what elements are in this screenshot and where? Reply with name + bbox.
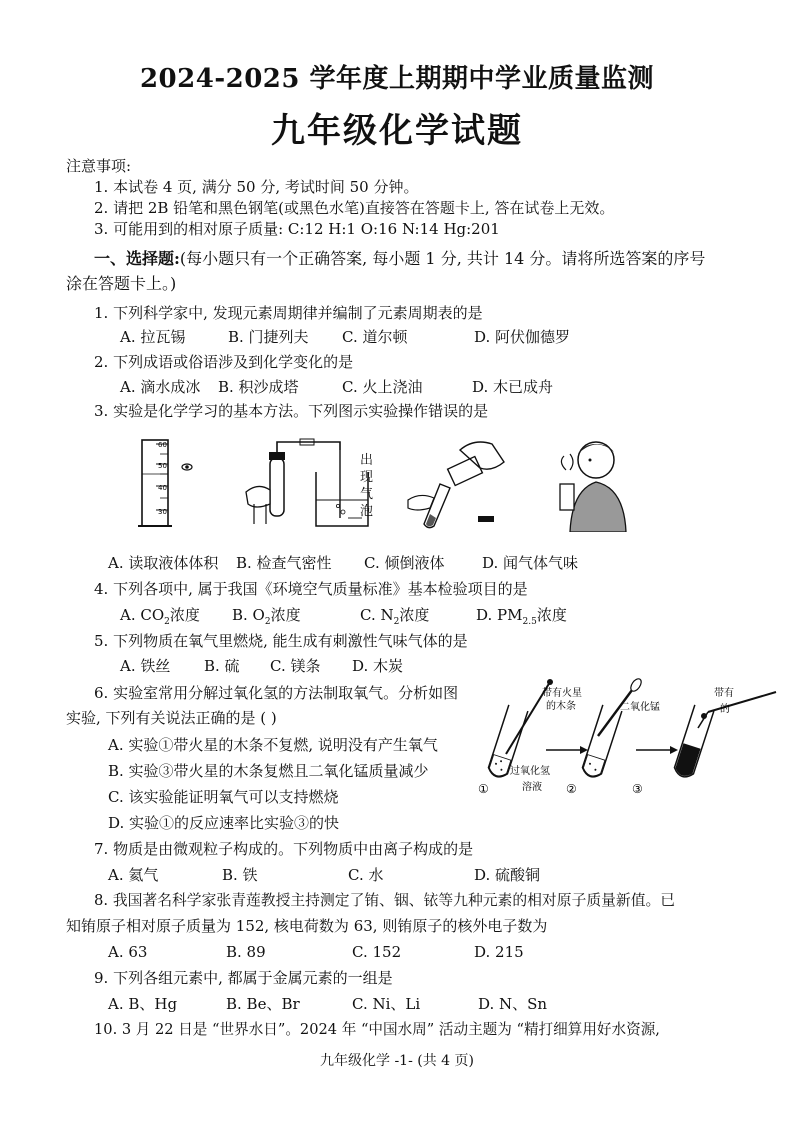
q5-option-b: B. 硫 [204, 657, 240, 675]
notes-heading: 注意事项: [66, 157, 132, 175]
eye-icon [182, 464, 192, 470]
q3-option-b: B. 检查气密性 [236, 554, 332, 572]
q9-option-a: A. B、Hg [108, 995, 178, 1013]
q2-option-c: C. 火上浇油 [342, 378, 423, 396]
q2-stem: 2. 下列成语或俗语涉及到化学变化的是 [94, 353, 354, 371]
q1-stem: 1. 下列科学家中, 发现元素周期律并编制了元素周期表的是 [94, 304, 483, 322]
q8-stem-a: 8. 我国著名科学家张青莲教授主持测定了铕、铟、铱等九种元素的相对原子质量新值。已 [94, 892, 676, 909]
q2-option-b: B. 积沙成塔 [218, 378, 299, 396]
q4-option-d: D. $PM_{2.5}$浓度 [476, 606, 567, 627]
hand-icon [460, 442, 504, 469]
q6-option-b: B. 实验③带火星的木条复燃且二氧化锰质量减少 [108, 762, 429, 780]
catalyst-label: 二氧化锰 [620, 702, 660, 713]
q2-option-d: D. 木已成舟 [472, 378, 554, 396]
q6-stem-a: 6. 实验室常用分解过氧化氢的方法制取氧气。分析如图 [94, 684, 459, 702]
q5-option-a: A. 铁丝 [120, 657, 171, 675]
q9-option-c: C. Ni、Li [352, 995, 421, 1013]
q3-option-d: D. 闻气体气味 [482, 554, 579, 572]
hand-icon [246, 486, 270, 507]
q4-option-c: C. $N_2$浓度 [360, 606, 430, 627]
q6-option-d: D. 实验①的反应速率比实验③的快 [108, 814, 340, 832]
smelling-gas-figure [548, 432, 638, 532]
q2-option-a: A. 滴水成冰 [120, 378, 201, 396]
section-instruction [94, 249, 705, 269]
solution-label-b: 溶液 [522, 782, 542, 793]
q4-stem: 4. 下列各项中, 属于我国《环境空气质量标准》基本检验项目的是 [94, 580, 528, 598]
q1-option-c: C. 道尔顿 [342, 328, 408, 346]
q7-option-c: C. 水 [348, 866, 384, 884]
q1-option-d: D. 阿伏伽德罗 [474, 328, 571, 346]
q9-option-d: D. N、Sn [478, 995, 548, 1013]
tube-number-2: ② [566, 782, 577, 796]
cylinder-tick-30: 30 [158, 508, 167, 516]
q9-stem: 9. 下列各组元素中, 都属于金属元素的一组是 [94, 969, 393, 987]
note-item-2: 2. 请把 2B 铅笔和黑色钢笔(或黑色水笔)直接答在答题卡上, 答在试卷上无效。 [94, 199, 615, 217]
q5-option-c: C. 镁条 [270, 657, 321, 675]
stopper-icon [478, 516, 494, 522]
q1-option-a: A. 拉瓦锡 [120, 328, 186, 346]
q10-stem: 10. 3 月 22 日是 “世界水日”。2024 年 “中国水周” 活动主题为 “精打细算用好水资源, [94, 1021, 660, 1038]
q1-option-b: B. 门捷列夫 [228, 328, 309, 346]
q4-option-a: A. $CO_2$浓度 [120, 606, 200, 627]
splint-3-label-b: 的 [720, 704, 730, 715]
tube-number-3: ③ [632, 782, 643, 796]
q7-stem: 7. 物质是由微观粒子构成的。下列物质中由离子构成的是 [94, 840, 474, 858]
splint-1-label-b: 的木条 [546, 701, 576, 712]
q4-option-b: B. $O_2$浓度 [232, 606, 301, 627]
q8-stem-b: 知铕原子相对原子质量为 152, 核电荷数为 63, 则铕原子的核外电子数为 [66, 917, 548, 935]
q3-option-a: A. 读取液体体积 [108, 554, 219, 572]
cylinder-tick-60: 60 [158, 441, 167, 449]
tube-number-1: ① [478, 782, 489, 796]
q6-stem-b: 实验, 下列有关说法正确的是 ( ) [66, 709, 277, 727]
q3-option-c: C. 倾倒液体 [364, 554, 445, 572]
q7-option-b: B. 铁 [222, 866, 258, 884]
q8-option-a: A. 63 [108, 943, 148, 961]
section-heading: 一、选择题: [94, 249, 180, 268]
page-footer: 九年级化学 -1- (共 4 页) [320, 1053, 474, 1069]
q6-option-a: A. 实验①带火星的木条不复燃, 说明没有产生氧气 [108, 736, 438, 754]
bubble-label: 出 现 气 泡 [360, 453, 374, 519]
splint-1-label-a: 带有火星 [542, 688, 582, 699]
pouring-liquid-figure [400, 432, 515, 532]
q6-option-c: C. 该实验能证明氧气可以支持燃烧 [108, 788, 339, 806]
section-instruction-a: (每小题只有一个正确答案, 每小题 1 分, 共计 14 分。请将所选答案的序号 [179, 249, 706, 268]
graduated-cylinder-figure [130, 434, 200, 530]
q8-option-b: B. 89 [226, 943, 266, 961]
q3-stem: 3. 实验是化学学习的基本方法。下列图示实验操作错误的是 [94, 402, 489, 420]
q8-option-d: D. 215 [474, 943, 524, 961]
q5-option-d: D. 木炭 [352, 657, 404, 675]
splint-3-label-a: 带有 [714, 688, 734, 699]
exam-subtitle: 九年级化学试题 [271, 111, 523, 151]
section-instruction-b: 涂在答题卡上。) [66, 274, 177, 293]
cylinder-tick-50: 50 [158, 462, 167, 470]
note-item-1: 1. 本试卷 4 页, 满分 50 分, 考试时间 50 分钟。 [94, 178, 419, 196]
q7-option-a: A. 氦气 [108, 866, 159, 884]
q8-option-c: C. 152 [352, 943, 402, 961]
exam-title: 2024-2025 学年度上期期中学业质量监测 [139, 64, 655, 94]
note-item-3: 3. 可能用到的相对原子质量: C:12 H:1 O:16 N:14 Hg:201 [94, 220, 500, 238]
cylinder-tick-40: 40 [158, 484, 167, 492]
solution-label-a: 过氧化氢 [510, 766, 550, 777]
q7-option-d: D. 硫酸铜 [474, 866, 541, 884]
q9-option-b: B. Be、Br [226, 995, 300, 1013]
arrow-icon [670, 746, 678, 754]
hydrogen-peroxide-experiment-figure [476, 676, 794, 806]
bottle-icon [560, 484, 574, 510]
q5-stem: 5. 下列物质在氧气里燃烧, 能生成有刺激性气味气体的是 [94, 632, 468, 650]
